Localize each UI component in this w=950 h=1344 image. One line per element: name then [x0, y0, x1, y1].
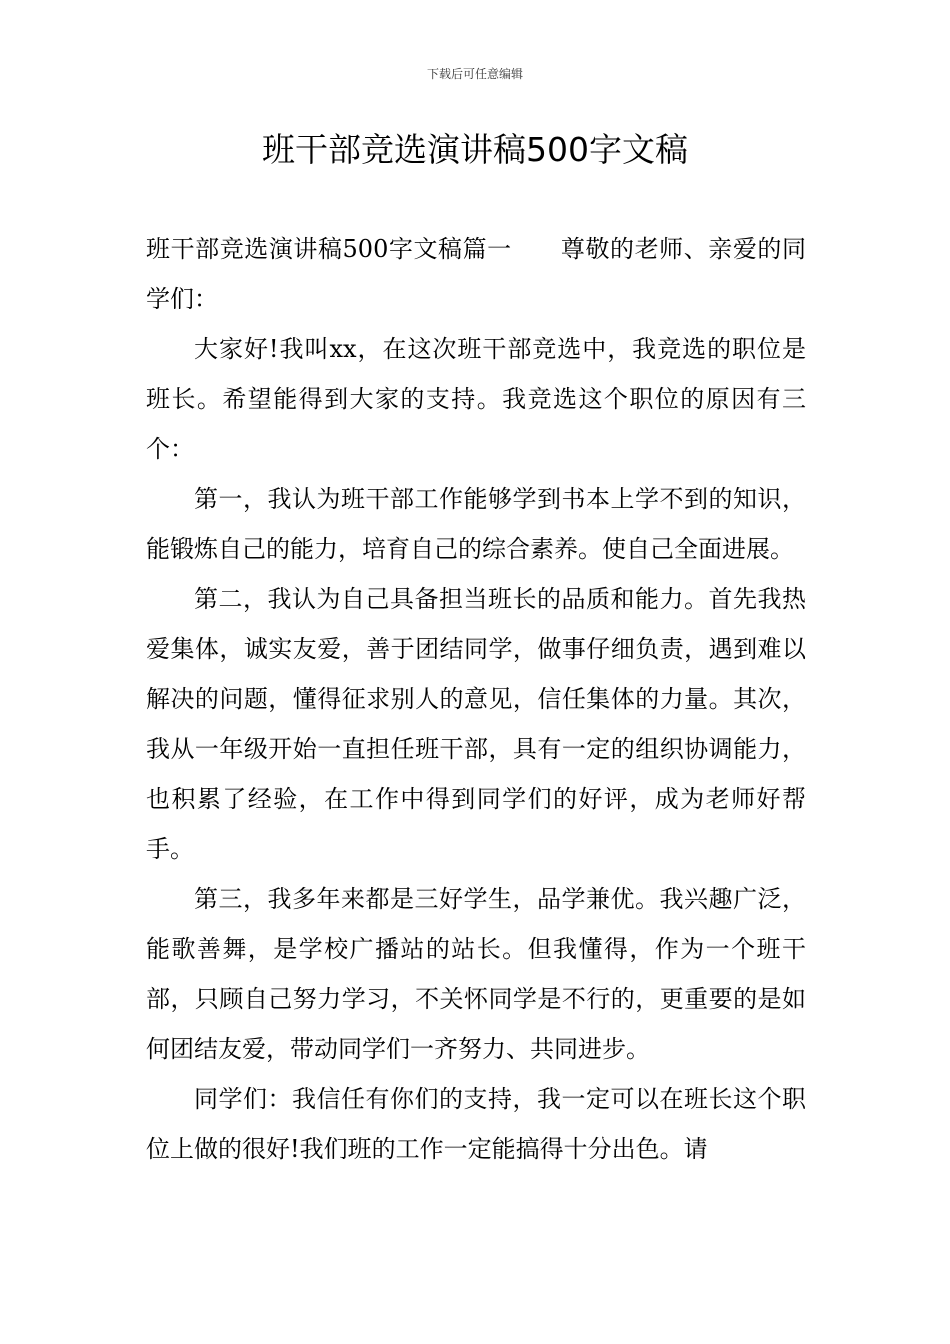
paragraph-greeting: 大家好!我叫xx，在这次班干部竞选中，我竞选的职位是班长。希望能得到大家的支持。我竞选这个职位的原因有三个： [146, 335, 806, 463]
header-note: 下载后可任意编辑 [426, 67, 523, 81]
document-body [146, 224, 806, 1174]
paragraph-reason-two: 第二，我认为自己具备担当班长的品质和能力。首先我热爱集体，诚实友爱，善于团结同学，做事仔细负责，遇到难以解决的问题，懂得征求别人的意见，信任集体的力量。其次，我从一年级开始一直担任班干部，具有一定的组织协调能力，也积累了经验，在工作中得到同学们的好评，成为老师好帮手。 [146, 585, 806, 863]
paragraph-reason-three: 第三，我多年来都是三好学生，品学兼优。我兴趣广泛，能歌善舞，是学校广播站的站长。但我懂得，作为一个班干部，只顾自己努力学习，不关怀同学是不行的，更重要的是如何团结友爱，带动同学们一齐努力、共同进步。 [146, 885, 806, 1063]
paragraph-closing: 同学们：我信任有你们的支持，我一定可以在班长这个职位上做的很好!我们班的工作一定能搞得十分出色。请 [146, 1085, 806, 1163]
paragraph-intro: 班干部竞选演讲稿500字文稿篇一 尊敬的老师、亲爱的同学们： [146, 235, 806, 313]
paragraph-reason-one: 第一，我认为班干部工作能够学到书本上学不到的知识，能锻炼自己的能力，培育自己的综合素养。使自己全面进展。 [146, 485, 806, 563]
document-title: 班干部竞选演讲稿500字文稿 [262, 130, 688, 169]
